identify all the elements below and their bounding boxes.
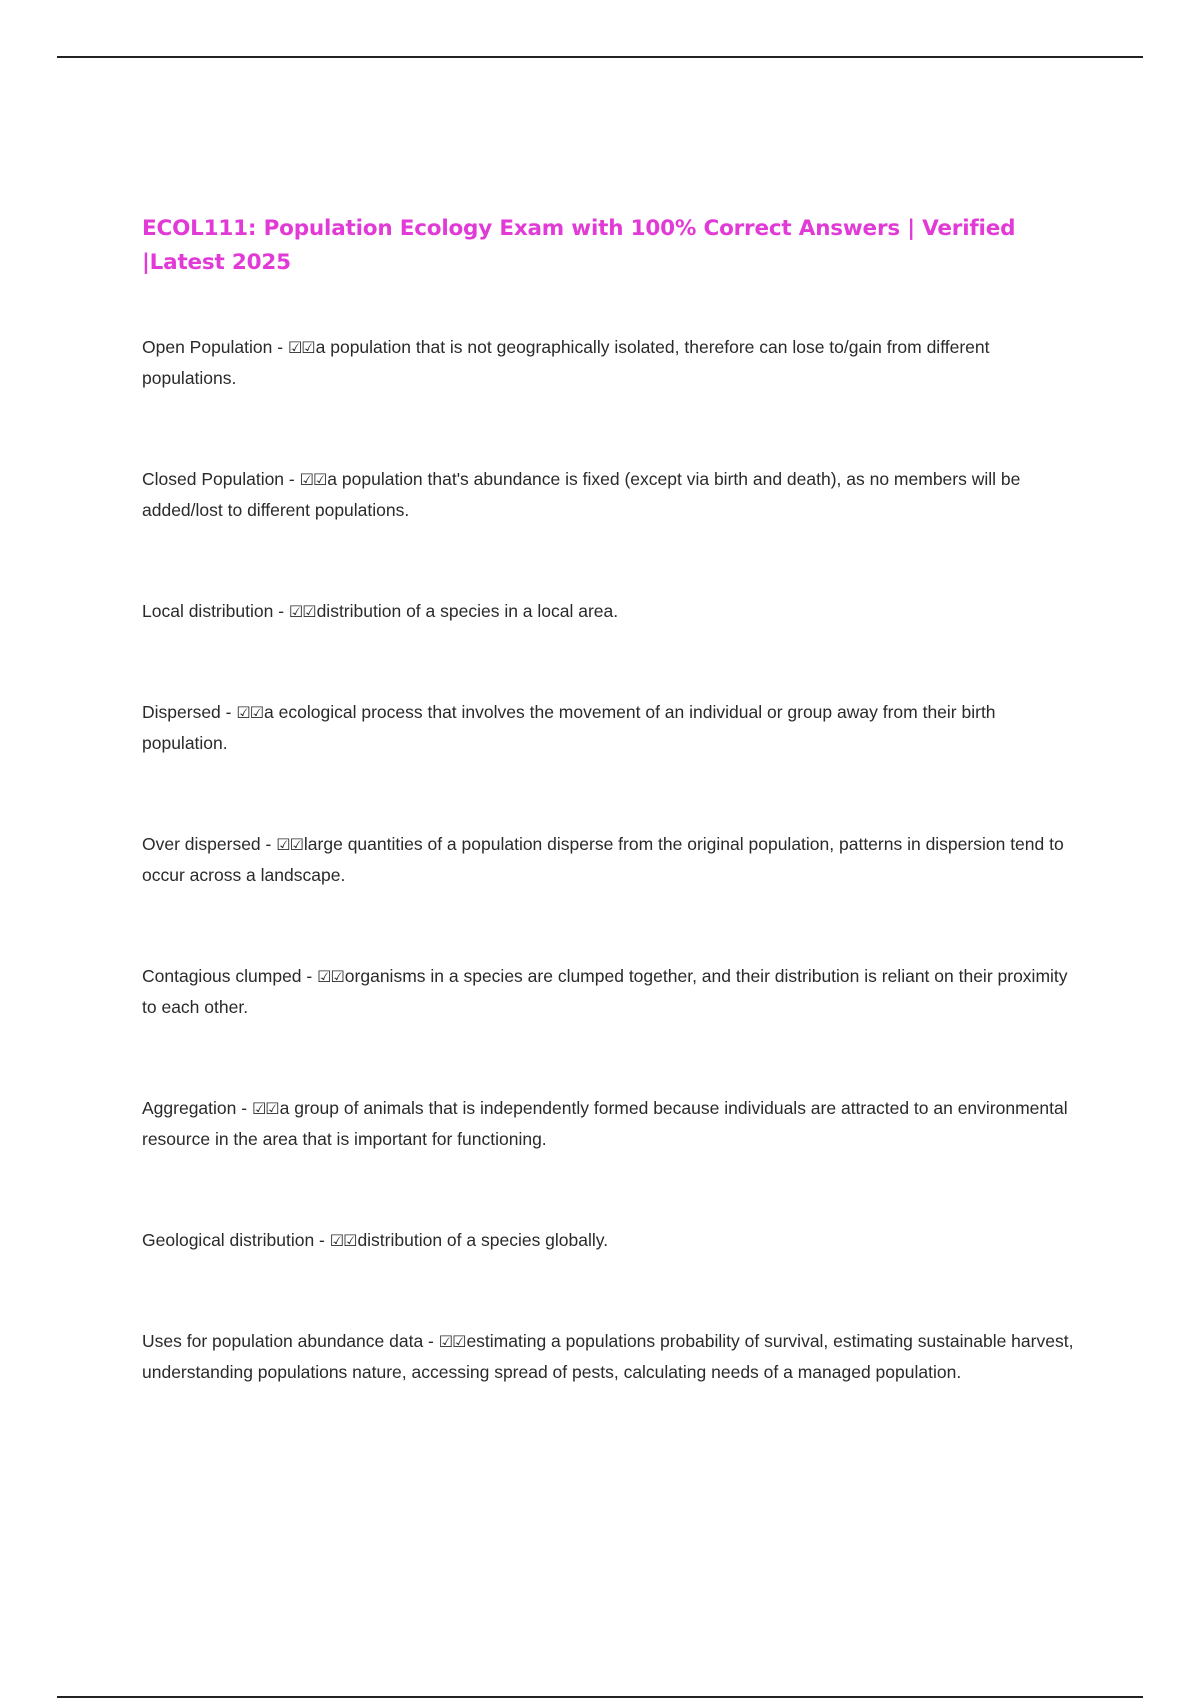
entry-definition: organisms in a species are clumped together, and their distribution is reliant on their proximity to each other. [142,966,1068,1017]
entry-term: Geological distribution [142,1230,315,1250]
document-title: ECOL111: Population Ecology Exam with 100% Correct Answers | Verified |Latest 2025 [142,216,1016,275]
checkbox-icon: ☑☑ [251,1099,279,1118]
checkbox-icon: ☑☑ [236,703,264,722]
checkbox-icon: ☑☑ [288,602,316,621]
entry-definition: distribution of a species in a local area. [316,601,619,621]
entry-separator: - [301,966,318,986]
footer-rule [57,1696,1143,1698]
entry-definition: a ecological process that involves the movement of an individual or group away from their birth population. [142,702,996,753]
entry-closed-population [142,464,1082,526]
entry-term: Closed Population [142,469,285,489]
document-body [142,212,1082,1458]
entry-separator: - [284,469,300,489]
entry-list [142,332,1082,1388]
entry-term: Dispersed [142,702,221,722]
entry-separator: - [273,601,289,621]
entry-geological-distribution [142,1225,1082,1256]
entry-separator: - [260,834,277,854]
checkbox-icon: ☑☑ [287,338,315,357]
entry-dispersed [142,697,1082,759]
entry-separator: - [314,1230,330,1250]
checkbox-icon: ☑☑ [438,1332,466,1351]
entry-definition: distribution of a species globally. [357,1230,609,1250]
entry-separator: - [220,702,237,722]
checkbox-icon: ☑☑ [317,967,344,986]
entry-term: Local distribution [142,601,274,621]
entry-contagious-clumped [142,961,1082,1023]
entry-term: Contagious clumped [142,966,302,986]
entry-separator: - [423,1331,439,1351]
entry-term: Uses for population abundance data [142,1331,424,1351]
checkbox-icon: ☑☑ [276,835,303,854]
entry-over-dispersed [142,829,1082,891]
entry-term: Aggregation [142,1098,237,1118]
entry-definition: estimating a populations probability of survival, estimating sustainable harvest, understanding populations nature, accessing spread of pests, calculating needs of a managed population. [142,1331,1074,1382]
entry-separator: - [272,337,288,357]
entry-definition: large quantities of a population disperse from the original population, patterns in dispersion tend to occur across a landscape. [142,834,1064,885]
entry-definition: a population that is not geographically isolated, therefore can lose to/gain from different populations. [142,337,990,388]
entry-term: Over dispersed [142,834,261,854]
entry-definition: a population that's abundance is fixed (except via birth and death), as no members will be added/lost to different populations. [142,469,1021,520]
entry-open-population [142,332,1082,394]
entry-local-distribution [142,596,1082,627]
checkbox-icon: ☑☑ [329,1231,357,1250]
header-rule [57,56,1143,58]
entry-separator: - [236,1098,252,1118]
checkbox-icon: ☑☑ [299,470,327,489]
entry-uses-for-population-abundance-data [142,1326,1082,1388]
entry-aggregation [142,1093,1082,1155]
entry-term: Open Population [142,337,273,357]
entry-definition: a group of animals that is independently formed because individuals are attracted to an environmental resource in the area that is important for functioning. [142,1098,1068,1149]
